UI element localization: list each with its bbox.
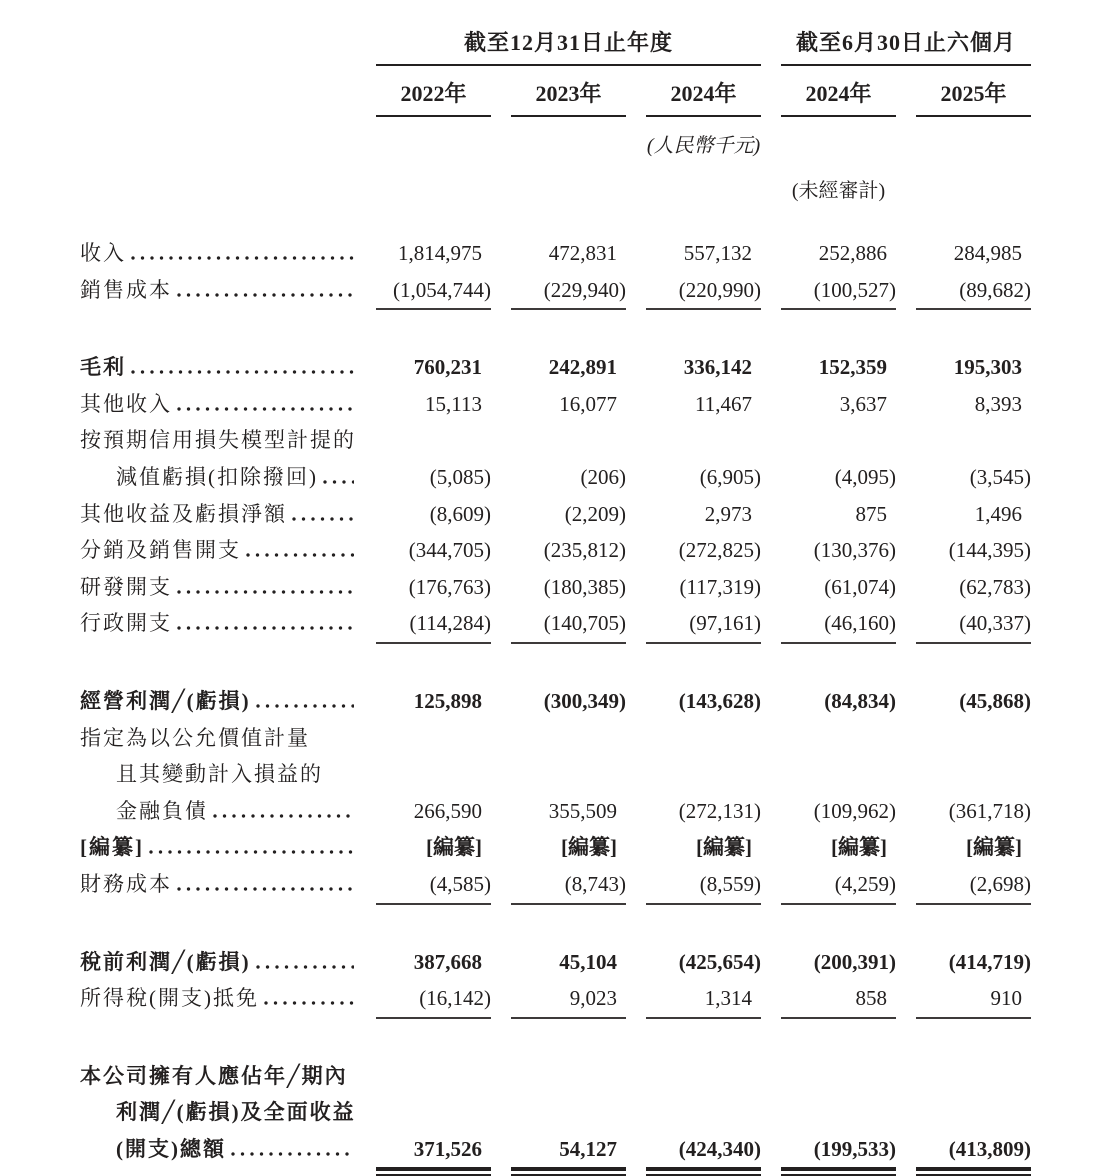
value-cell	[781, 422, 896, 459]
value-cell	[511, 1094, 626, 1131]
row-label	[80, 569, 356, 606]
row-label-text: 銷售成本	[80, 277, 172, 302]
value-text: (206)	[580, 464, 626, 489]
value-text: 875	[855, 501, 887, 526]
value-cell	[646, 422, 761, 459]
value-cell	[376, 386, 491, 423]
value-cell	[781, 756, 896, 793]
row-label	[80, 532, 356, 569]
row-label-text: 稅前利潤╱(虧損)	[80, 949, 251, 974]
row-label	[80, 944, 356, 981]
table-header-years	[80, 66, 1031, 117]
dot-leader	[213, 814, 354, 818]
value-cell	[376, 980, 491, 1019]
value-text: (100,527)	[813, 277, 896, 302]
value-text: (3,545)	[969, 464, 1031, 489]
value-text: (16,142)	[419, 986, 491, 1011]
value-cell	[916, 829, 1031, 866]
table-row	[80, 793, 1031, 830]
value-text: 371,526	[413, 1136, 482, 1161]
value-text: (8,743)	[564, 871, 626, 896]
row-label-text: 本公司擁有人應佔年╱期內	[80, 1063, 348, 1088]
value-text: 2,973	[704, 501, 752, 526]
value-text: 355,509	[548, 798, 617, 823]
row-label	[80, 1094, 356, 1131]
value-cell	[916, 720, 1031, 757]
table-row	[80, 235, 1031, 272]
value-cell	[376, 756, 491, 793]
table-row	[80, 756, 1031, 793]
value-cell	[916, 349, 1031, 386]
value-cell	[781, 683, 896, 720]
value-cell	[376, 829, 491, 866]
row-label	[80, 720, 356, 757]
value-cell	[376, 496, 491, 533]
row-label-text: 所得稅(開支)抵免	[80, 986, 259, 1011]
value-cell	[646, 720, 761, 757]
value-cell	[781, 1058, 896, 1095]
value-text: 3,637	[839, 391, 887, 416]
row-label	[80, 793, 356, 830]
value-text: 54,127	[559, 1136, 617, 1161]
year-column-header-2025-interim: 2025年	[916, 66, 1031, 117]
value-cell	[646, 793, 761, 830]
table-row	[80, 1058, 1031, 1095]
value-cell	[376, 532, 491, 569]
value-cell	[916, 569, 1031, 606]
row-label-text: 指定為以公允價值計量	[80, 725, 310, 750]
value-text: (220,990)	[678, 277, 761, 302]
value-text: (180,385)	[543, 574, 626, 599]
value-cell	[376, 422, 491, 459]
value-text: (109,962)	[813, 798, 896, 823]
row-label-text: [編纂]	[80, 835, 144, 860]
value-text: (300,349)	[543, 688, 626, 713]
value-cell	[376, 235, 491, 272]
value-text: (425,654)	[678, 949, 761, 974]
value-cell	[916, 944, 1031, 981]
value-text: 45,104	[559, 949, 617, 974]
value-text: (2,209)	[564, 501, 626, 526]
value-cell	[646, 496, 761, 533]
value-cell	[646, 756, 761, 793]
dot-leader	[149, 850, 354, 854]
value-text: (4,259)	[834, 871, 896, 896]
value-text: (229,940)	[543, 277, 626, 302]
table-row	[80, 459, 1031, 496]
table-row	[80, 866, 1031, 903]
value-cell	[376, 569, 491, 606]
value-text: (176,763)	[408, 574, 491, 599]
row-label-text: 金融負債	[116, 798, 208, 823]
value-cell	[511, 386, 626, 423]
dot-leader	[256, 965, 354, 969]
value-text: [編纂]	[426, 835, 482, 860]
row-label	[80, 349, 356, 386]
value-cell	[646, 1131, 761, 1172]
dot-leader	[256, 704, 354, 708]
value-cell	[511, 683, 626, 720]
value-text: (97,161)	[689, 611, 761, 636]
value-cell	[781, 1094, 896, 1131]
value-text: (4,585)	[429, 871, 491, 896]
value-cell	[646, 1094, 761, 1131]
value-cell	[511, 569, 626, 606]
value-cell	[646, 569, 761, 606]
value-cell	[646, 944, 761, 981]
value-cell	[511, 235, 626, 272]
table-row	[80, 386, 1031, 423]
value-text: (6,905)	[699, 464, 761, 489]
value-text: 266,590	[413, 798, 482, 823]
value-cell	[511, 272, 626, 311]
year-column-header-2024-interim: 2024年	[781, 66, 896, 117]
table-row	[80, 349, 1031, 386]
value-cell	[781, 496, 896, 533]
value-text: 152,359	[818, 355, 887, 380]
value-cell	[376, 1131, 491, 1172]
value-cell	[781, 793, 896, 830]
value-cell	[376, 793, 491, 830]
value-text: (8,559)	[699, 871, 761, 896]
row-label-text: 其他收益及虧損淨額	[80, 501, 287, 526]
value-cell	[646, 1058, 761, 1095]
value-text: (414,719)	[948, 949, 1031, 974]
value-text: (2,698)	[969, 871, 1031, 896]
table-row	[80, 980, 1031, 1017]
value-text: (272,131)	[678, 798, 761, 823]
dot-leader	[246, 553, 354, 557]
row-label	[80, 1058, 356, 1095]
row-label-text: 分銷及銷售開支	[80, 538, 241, 563]
row-label	[80, 422, 356, 459]
value-cell	[376, 1094, 491, 1131]
value-text: 336,142	[683, 355, 752, 380]
dot-leader	[131, 256, 354, 260]
value-cell	[781, 605, 896, 644]
value-cell	[916, 866, 1031, 905]
value-cell	[511, 496, 626, 533]
value-text: (89,682)	[959, 277, 1031, 302]
value-text: (272,825)	[678, 538, 761, 563]
value-text: (1,054,744)	[393, 277, 491, 302]
row-label-text: (開支)總額	[116, 1136, 226, 1161]
value-cell	[646, 272, 761, 311]
value-text: (61,074)	[824, 574, 896, 599]
value-text: 1,814,975	[398, 241, 482, 265]
value-cell	[916, 793, 1031, 830]
value-text: (235,812)	[543, 538, 626, 563]
value-text: (144,395)	[948, 538, 1031, 563]
row-label-text: 且其變動計入損益的	[116, 762, 323, 787]
dot-leader	[177, 590, 354, 594]
value-cell	[781, 569, 896, 606]
value-cell	[916, 532, 1031, 569]
value-cell	[646, 683, 761, 720]
dot-leader	[177, 626, 354, 630]
currency-note-row	[80, 117, 1031, 158]
value-cell	[376, 866, 491, 905]
value-cell	[646, 235, 761, 272]
dot-leader	[323, 480, 354, 484]
value-text: 1,314	[704, 986, 752, 1011]
value-cell	[511, 1131, 626, 1172]
table-body	[80, 235, 1031, 1167]
value-text: [編纂]	[561, 835, 617, 860]
value-cell	[781, 272, 896, 311]
dot-leader	[177, 293, 354, 297]
value-text: (117,319)	[679, 574, 761, 599]
value-cell	[781, 944, 896, 981]
value-cell	[646, 980, 761, 1019]
row-label-text: 經營利潤╱(虧損)	[80, 688, 251, 713]
value-text: 8,393	[974, 391, 1022, 416]
value-cell	[916, 1131, 1031, 1172]
value-cell	[916, 1058, 1031, 1095]
value-text: (84,834)	[824, 688, 896, 713]
unaudited-note-row	[80, 158, 1031, 203]
value-cell	[511, 349, 626, 386]
value-cell	[376, 683, 491, 720]
value-cell	[916, 1094, 1031, 1131]
value-text: (200,391)	[813, 949, 896, 974]
value-cell	[511, 829, 626, 866]
row-label-text: 財務成本	[80, 871, 172, 896]
value-text: 1,496	[974, 501, 1022, 526]
value-text: 125,898	[413, 688, 482, 713]
value-text: [編纂]	[966, 835, 1022, 860]
value-text: (140,705)	[543, 611, 626, 636]
value-text: (413,809)	[948, 1136, 1031, 1161]
value-cell	[376, 944, 491, 981]
value-text: (361,718)	[948, 798, 1031, 823]
value-cell	[646, 605, 761, 644]
value-text: 242,891	[548, 355, 617, 380]
table-header-groups	[80, 26, 1031, 66]
value-text: (62,783)	[959, 574, 1031, 599]
value-cell	[511, 459, 626, 496]
value-cell	[511, 532, 626, 569]
table-row	[80, 1131, 1031, 1168]
value-cell	[376, 1058, 491, 1095]
value-text: (8,609)	[429, 501, 491, 526]
value-cell	[511, 980, 626, 1019]
table-row	[80, 422, 1031, 459]
row-label-text: 行政開支	[80, 611, 172, 636]
dot-leader	[264, 1001, 354, 1005]
value-cell	[511, 605, 626, 644]
row-label	[80, 605, 356, 644]
table-row	[80, 944, 1031, 981]
value-text: 284,985	[953, 241, 1022, 265]
table-row	[80, 569, 1031, 606]
period-interim-header: 截至6月30日止六個月	[781, 26, 1031, 66]
row-label-text: 研發開支	[80, 574, 172, 599]
value-cell	[781, 349, 896, 386]
value-text: (40,337)	[959, 611, 1031, 636]
value-cell	[781, 1131, 896, 1172]
value-cell	[646, 459, 761, 496]
row-label	[80, 1131, 356, 1172]
value-cell	[511, 866, 626, 905]
year-column-header-2023: 2023年	[511, 66, 626, 117]
value-cell	[376, 272, 491, 311]
value-cell	[781, 980, 896, 1019]
value-text: (199,533)	[813, 1136, 896, 1161]
row-label-text: 收入	[80, 241, 126, 265]
table-row	[80, 1094, 1031, 1131]
value-cell	[916, 459, 1031, 496]
row-label	[80, 756, 356, 793]
table-row	[80, 272, 1031, 309]
year-column-header-2024: 2024年	[646, 66, 761, 117]
row-label	[80, 272, 356, 311]
value-cell	[511, 422, 626, 459]
table-row	[80, 496, 1031, 533]
value-text: 252,886	[818, 241, 887, 265]
table-row	[80, 829, 1031, 866]
value-text: [編纂]	[831, 835, 887, 860]
value-cell	[646, 349, 761, 386]
value-text: 11,467	[695, 391, 752, 416]
table-row	[80, 605, 1031, 642]
value-cell	[781, 386, 896, 423]
row-label-text: 其他收入	[80, 391, 172, 416]
value-cell	[916, 605, 1031, 644]
value-cell	[511, 944, 626, 981]
value-text: 858	[855, 986, 887, 1011]
value-cell	[781, 532, 896, 569]
row-label	[80, 235, 356, 272]
value-cell	[511, 720, 626, 757]
value-text: (5,085)	[429, 464, 491, 489]
value-cell	[511, 756, 626, 793]
row-label-text: 按預期信用損失模型計提的	[80, 428, 356, 453]
row-label	[80, 386, 356, 423]
value-text: [編纂]	[696, 835, 752, 860]
row-label-text: 減值虧損(扣除撥回)	[116, 464, 318, 489]
value-text: 9,023	[569, 986, 617, 1011]
value-cell	[781, 866, 896, 905]
value-cell	[781, 235, 896, 272]
value-text: (143,628)	[678, 688, 761, 713]
value-text: (45,868)	[959, 688, 1031, 713]
value-text: 387,668	[413, 949, 482, 974]
value-cell	[781, 829, 896, 866]
value-text: 195,303	[953, 355, 1022, 380]
value-text: (4,095)	[834, 464, 896, 489]
value-cell	[916, 272, 1031, 311]
table-row	[80, 532, 1031, 569]
value-text: (424,340)	[678, 1136, 761, 1161]
year-column-header-2022: 2022年	[376, 66, 491, 117]
value-text: (130,376)	[813, 538, 896, 563]
value-cell	[376, 459, 491, 496]
row-label-text: 毛利	[80, 355, 126, 380]
table-row	[80, 720, 1031, 757]
value-cell	[781, 459, 896, 496]
value-cell	[646, 386, 761, 423]
value-cell	[376, 720, 491, 757]
value-cell	[511, 1058, 626, 1095]
row-label	[80, 829, 356, 866]
value-cell	[916, 683, 1031, 720]
value-text: 557,132	[683, 241, 752, 265]
value-text: (344,705)	[408, 538, 491, 563]
row-label	[80, 980, 356, 1019]
dot-leader	[177, 887, 354, 891]
currency-note: (人民幣千元)	[646, 135, 761, 157]
value-cell	[916, 386, 1031, 423]
value-text: 472,831	[548, 241, 617, 265]
dot-leader	[231, 1152, 354, 1156]
row-label	[80, 683, 356, 720]
value-cell	[646, 532, 761, 569]
value-cell	[511, 793, 626, 830]
period-annual-header: 截至12月31日止年度	[376, 26, 761, 66]
row-label	[80, 459, 356, 496]
value-cell	[376, 605, 491, 644]
row-label-text: 利潤╱(虧損)及全面收益	[116, 1100, 356, 1125]
row-label	[80, 496, 356, 533]
value-text: (114,284)	[409, 611, 491, 636]
value-cell	[916, 422, 1031, 459]
value-cell	[916, 496, 1031, 533]
table-row	[80, 683, 1031, 720]
value-text: 910	[990, 986, 1022, 1011]
value-text: 16,077	[559, 391, 617, 416]
unaudited-note: (未經審計)	[791, 180, 886, 202]
value-text: 15,113	[425, 391, 482, 416]
row-label	[80, 866, 356, 905]
value-cell	[916, 756, 1031, 793]
value-cell	[646, 866, 761, 905]
value-text: 760,231	[413, 355, 482, 380]
value-cell	[376, 349, 491, 386]
value-cell	[916, 235, 1031, 272]
value-cell	[916, 980, 1031, 1019]
dot-leader	[177, 407, 354, 411]
value-text: (46,160)	[824, 611, 896, 636]
value-cell	[646, 829, 761, 866]
dot-leader	[292, 517, 354, 521]
dot-leader	[131, 370, 354, 374]
value-cell	[781, 720, 896, 757]
